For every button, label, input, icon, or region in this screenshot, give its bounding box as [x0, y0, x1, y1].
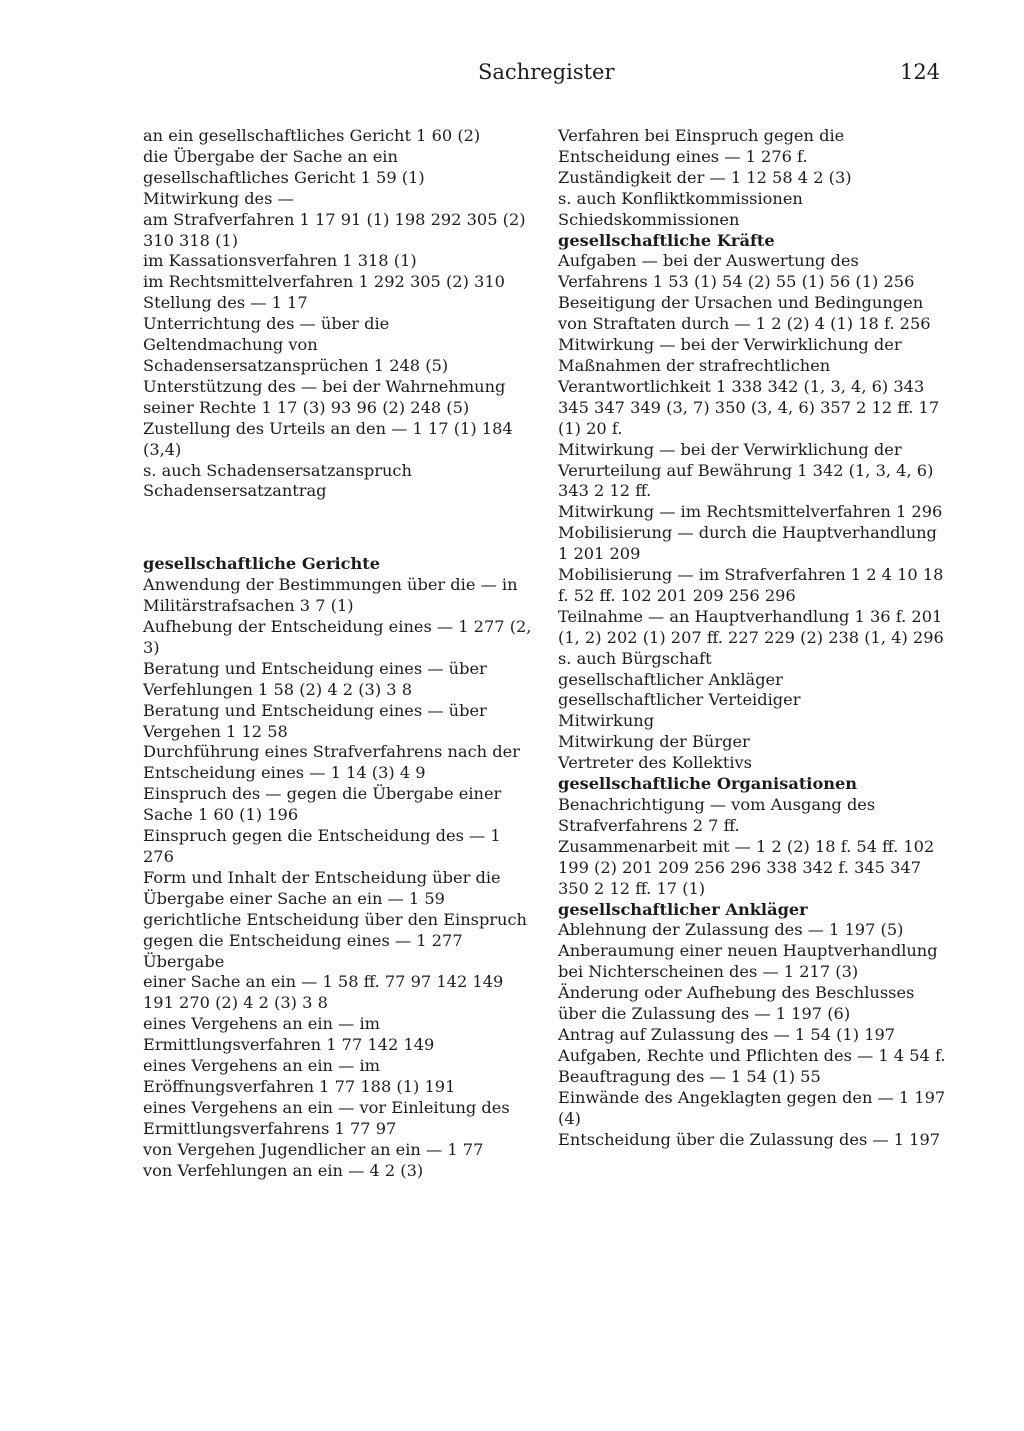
keyword-heading: gesellschaftliche Gerichte [143, 554, 381, 574]
index-entry: Verfahren bei Einspruch gegen die Entscheidung eines — 1 276 f. [558, 126, 845, 166]
index-entry: Zuständigkeit der — 1 12 58 4 2 (3) [558, 167, 852, 187]
index-crossref: Mitwirkung der Bürger [558, 732, 750, 752]
index-entry: Zustellung des Urteils an den — 1 17 (1) 184 (3,4) [143, 418, 513, 459]
index-entry: Unterstützung des — bei der Wahrnehmung seiner Rechte 1 17 (3) 93 96 (2) 248 (5) [143, 376, 506, 417]
index-crossref: gesellschaftlicher Verteidiger [558, 690, 801, 710]
index-entry: s. auch Schadensersatzanspruch [143, 460, 412, 480]
index-entry: Einspruch gegen die Entscheidung des — 1 276 [143, 826, 501, 866]
index-entry: Aufgaben — bei der Auswertung des Verfahrens 1 53 (1) 54 (2) 55 (1) 56 (1) 256 [558, 251, 915, 292]
right-block-3 [558, 795, 950, 900]
index-entry: Zusammenarbeit mit — 1 2 (2) 18 f. 54 ff. 102 199 (2) 201 209 256 296 338 342 f. 345 347 350 2 12 ff. 17 (1) [558, 836, 935, 898]
index-entry: Anwendung der Bestimmungen über die — in Militärstrafsachen 3 7 (1) [143, 575, 518, 616]
keyword-heading: gesellschaftliche Organisationen [558, 774, 858, 794]
index-entry: Beseitigung der Ursachen und Bedingungen von Straftaten durch — 1 2 (2) 4 (1) 18 f. 256 [558, 293, 931, 334]
index-subentry: an ein gesellschaftliches Gericht 1 60 (2) [143, 126, 481, 145]
index-entry: Antrag auf Zulassung des — 1 54 (1) 197 [558, 1024, 896, 1044]
index-entry: Beauftragung des — 1 54 (1) 55 [558, 1066, 821, 1086]
index-crossref: Mitwirkung [558, 711, 655, 731]
page-number: 124 [900, 60, 941, 84]
index-entry: gerichtliche Entscheidung über den Einspruch gegen die Entscheidung eines — 1 277 [143, 909, 527, 950]
keyword-heading: gesellschaftlicher Ankläger [558, 899, 808, 919]
index-entry: Durchführung eines Strafverfahrens nach der Entscheidung eines — 1 14 (3) 4 9 [143, 742, 520, 783]
left-block-2 [143, 575, 533, 1181]
index-entry: Beratung und Entscheidung eines — über Vergehen 1 12 58 [143, 700, 487, 741]
index-entry: Entscheidung über die Zulassung des — 1 197 [558, 1129, 941, 1149]
index-entry: Ablehnung der Zulassung des — 1 197 (5) [558, 920, 904, 940]
index-crossref: Schiedskommissionen [558, 209, 740, 229]
index-entry: Mitwirkung des — [143, 188, 294, 208]
page-header [0, 60, 1024, 94]
index-entry: Mitwirkung — bei der Verwirklichung der Maßnahmen der strafrechtlichen Verantwortlichkeit 1 338 342 (1, 3, 4, 6) 343 345 347 349 (3, 7) 350 (3, 4, 6) 357 2 12 ff. 17 (1) 20 f. [558, 335, 940, 438]
index-crossref: Vertreter des Kollektivs [558, 753, 752, 773]
index-entry: Stellung des — 1 17 [143, 293, 308, 313]
index-crossref: Schadensersatzantrag [143, 481, 327, 501]
right-column [558, 126, 950, 1150]
index-subentry: am Strafverfahren 1 17 91 (1) 198 292 305 (2) 310 318 (1) [143, 209, 526, 250]
index-entry: Benachrichtigung — vom Ausgang des Strafverfahrens 2 7 ff. [558, 795, 876, 835]
index-entry: Unterrichtung des — über die Geltendmachung von Schadensersatzansprüchen 1 248 (5) [143, 314, 449, 375]
index-entry: s. auch Konfliktkommissionen [558, 188, 803, 208]
index-entry: Teilnahme — an Hauptverhandlung 1 36 f. 201 (1, 2) 202 (1) 207 ff. 227 229 (2) 238 (1, 4) 296 [558, 606, 944, 647]
index-subentry: einer Sache an ein — 1 58 ff. 77 97 142 149 191 270 (2) 4 2 (3) 3 8 [143, 972, 504, 1013]
page-title: Sachregister [478, 60, 615, 84]
index-subentry: eines Vergehens an ein — im Eröffnungsverfahren 1 77 188 (1) 191 [143, 1056, 456, 1096]
index-subentry: eines Vergehens an ein — vor Einleitung des Ermittlungsverfahrens 1 77 97 [143, 1097, 510, 1138]
index-subentry: von Vergehen Jugendlicher an ein — 1 77 [143, 1139, 484, 1159]
index-entry: Übergabe [143, 951, 225, 971]
keyword-heading: gesellschaftliche Kräfte [558, 230, 775, 250]
index-subentry: im Rechtsmittelverfahren 1 292 305 (2) 310 [143, 272, 505, 292]
index-subentry: die Übergabe der Sache an ein gesellschaftliches Gericht 1 59 (1) [143, 146, 425, 187]
left-block-1 [143, 126, 533, 502]
right-block-2 [558, 251, 950, 774]
index-entry: Mitwirkung — im Rechtsmittelverfahren 1 296 [558, 502, 943, 522]
index-entry: Änderung oder Aufhebung des Beschlusses über die Zulassung des — 1 197 (6) [558, 983, 915, 1024]
index-entry: Form und Inhalt der Entscheidung über die Übergabe einer Sache an ein — 1 59 [143, 867, 501, 908]
index-subentry: eines Vergehens an ein — im Ermittlungsverfahren 1 77 142 149 [143, 1014, 435, 1055]
index-entry: Aufhebung der Entscheidung eines — 1 277 (2, 3) [143, 617, 532, 657]
index-entry: Einspruch des — gegen die Übergabe einer Sache 1 60 (1) 196 [143, 784, 502, 825]
index-subentry: im Kassationsverfahren 1 318 (1) [143, 251, 417, 271]
right-block-1 [558, 126, 950, 231]
index-entry: Mobilisierung — durch die Hauptverhandlung 1 201 209 [558, 523, 937, 564]
index-entry: Einwände des Angeklagten gegen den — 1 197 (4) [558, 1087, 946, 1128]
index-entry: Mobilisierung — im Strafverfahren 1 2 4 10 18 f. 52 ff. 102 201 209 256 296 [558, 565, 944, 605]
index-entry: Anberaumung einer neuen Hauptverhandlung bei Nichterscheinen des — 1 217 (3) [558, 941, 938, 982]
index-entry: Aufgaben, Rechte und Pflichten des — 1 4 54 f. [558, 1045, 946, 1065]
index-entry: s. auch Bürgschaft [558, 648, 712, 668]
index-entry: Beratung und Entscheidung eines — über Verfehlungen 1 58 (2) 4 2 (3) 3 8 [143, 658, 487, 699]
right-block-4 [558, 920, 950, 1150]
left-column [143, 126, 533, 1182]
index-entry: Mitwirkung — bei der Verwirklichung der Verurteilung auf Bewährung 1 342 (1, 3, 4, 6) 343 2 12 ff. [558, 439, 934, 501]
index-subentry: von Verfehlungen an ein — 4 2 (3) [143, 1160, 424, 1180]
index-crossref: gesellschaftlicher Ankläger [558, 669, 783, 689]
